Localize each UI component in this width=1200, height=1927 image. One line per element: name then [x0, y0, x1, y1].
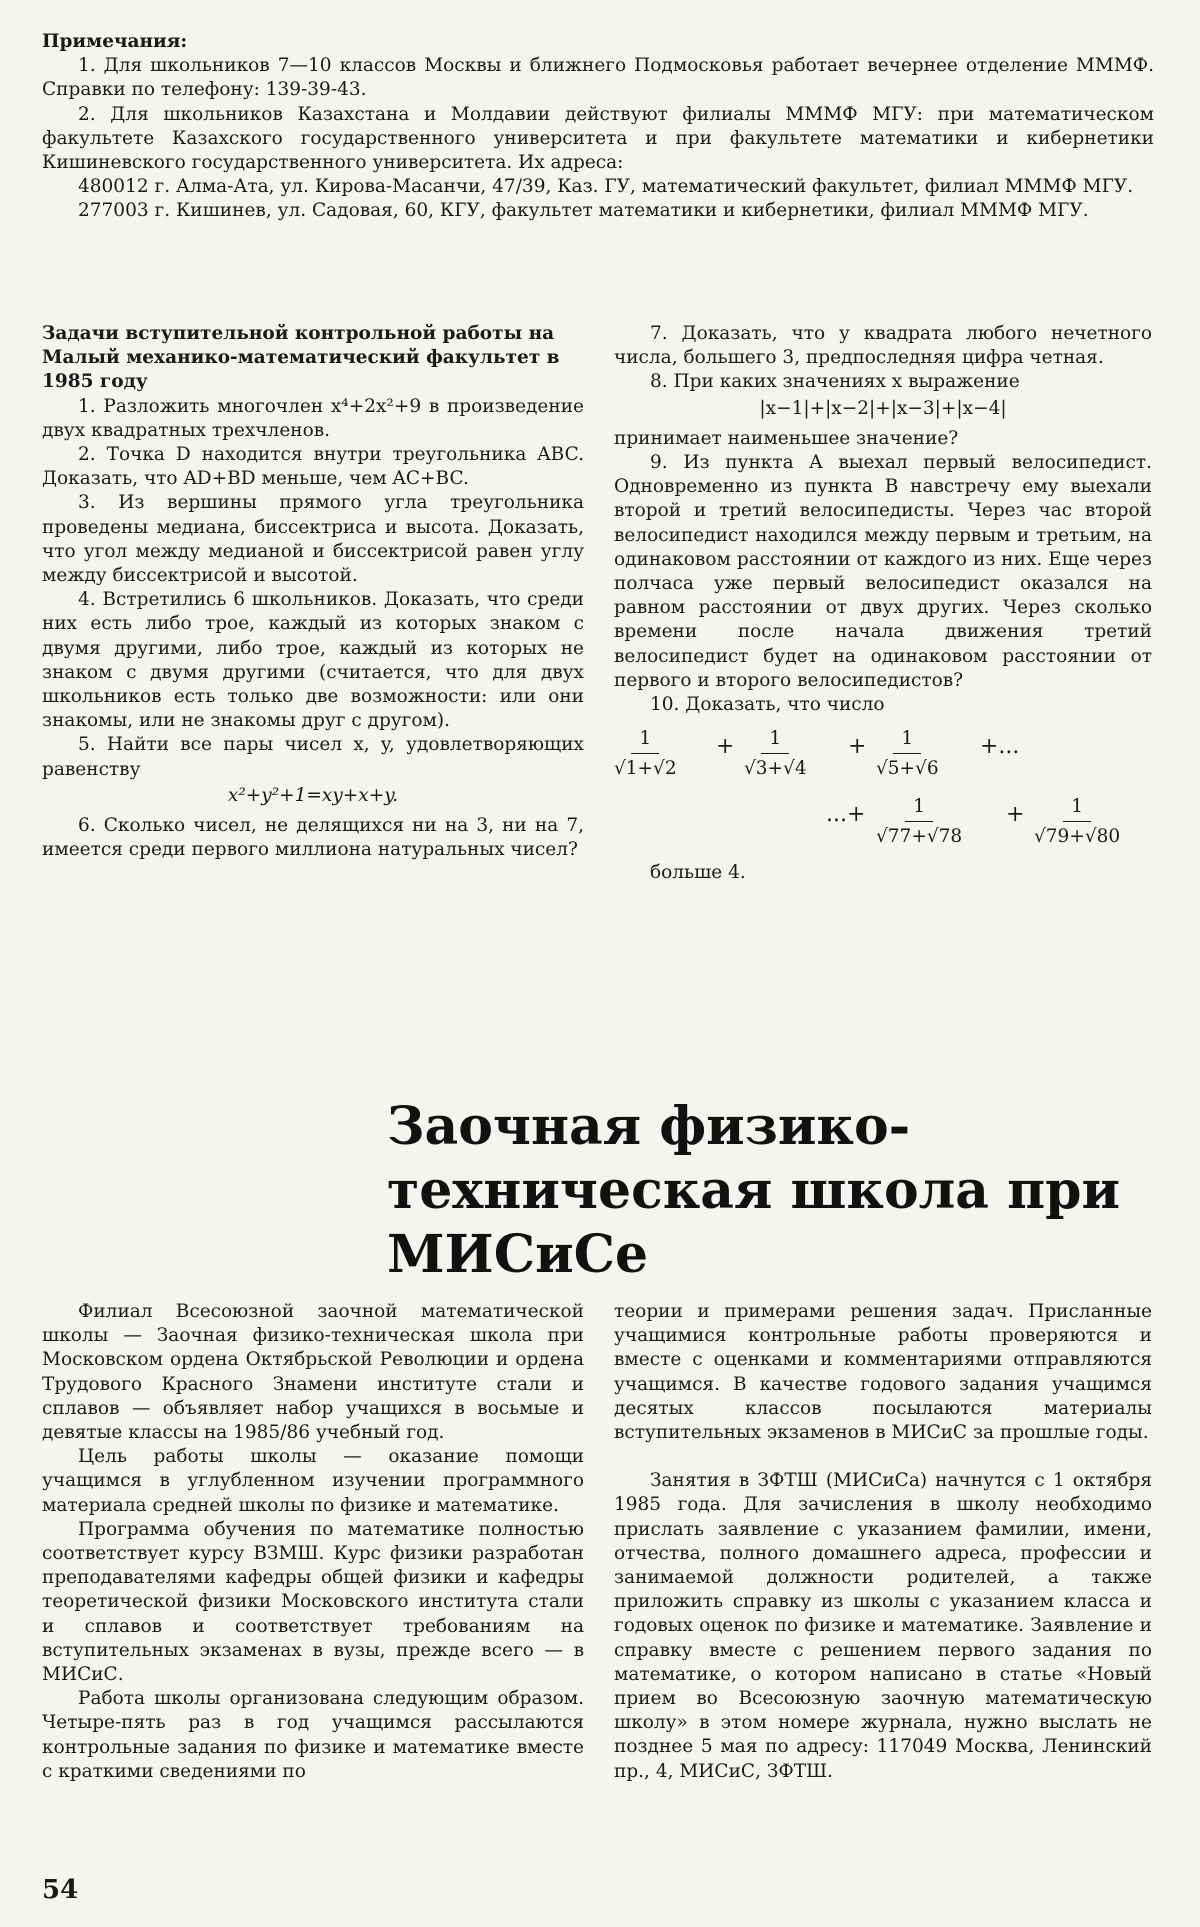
- sum-fraction: [744, 727, 807, 781]
- notes-section: [42, 30, 1154, 224]
- article-paragraph: Программа обучения по математике полностью соответствует курсу ВЗМШ. Курс физики разработан преподавателями кафедры общей физики и кафедры теоретической физики Московского института стали и сплавов и соответствует требованиям на вступительных экзаменах в вузы, прежде всего — в МИСиС.: [42, 1518, 584, 1686]
- problem-3: 3. Из вершины прямого угла треугольника проведены медиана, биссектриса и высота. Доказать, что угол между медианой и биссектрисой равен углу между биссектрисой и высотой.: [42, 492, 584, 587]
- problem-1: 1. Разложить многочлен x⁴+2x²+9 в произведение двух квадратных трехчленов.: [42, 395, 584, 441]
- fraction-numerator: 1: [761, 727, 789, 754]
- problems-right-column: [614, 322, 1152, 891]
- fraction-denominator: √79+√80: [1034, 826, 1121, 848]
- note-item: 2. Для школьников Казахстана и Молдавии действуют филиалы МММФ МГУ: при математическом факультете Казахского государственного университета и при факультете математики и кибернетики Кишиневского государственного университета. Их адреса:: [42, 103, 1154, 174]
- article-paragraph: Работа школы организована следующим образом. Четыре-пять раз в год учащимся рассылаются контрольные задания по физике и математике вместе с краткими сведениями по: [42, 1688, 584, 1782]
- article-paragraph: Цель работы школы — оказание помощи учащимся в углубленном изучении программного материала средней школы по физике и математике.: [42, 1446, 584, 1516]
- problem-4: 4. Встретились 6 школьников. Доказать, что среди них есть либо трое, каждый из которых знаком с двумя другими, либо трое, каждый из которых не знаком с двумя другими (считается, что для двух школьников есть только две возможности: или они знакомы, или не знакомы друг с другом).: [42, 589, 584, 732]
- article-left-column: [42, 1300, 584, 1784]
- fraction-numerator: 1: [893, 727, 921, 754]
- problem-10: 10. Доказать, что число: [650, 694, 885, 716]
- fraction-denominator: √3+√4: [744, 758, 807, 780]
- plus-sign: +: [848, 734, 867, 760]
- article-paragraph: теории и примерами решения задач. Присланные учащимися контрольные работы проверяются и вместе с оценками и комментариями отправляются учащимся. В качестве годового задания учащимся десятых классов посылаются материалы вступительных экзаменов в МИСиС за прошлые годы.: [614, 1301, 1152, 1444]
- problem-8: 8. При каких значениях x выражение: [650, 371, 1020, 393]
- problem-10-sum: [614, 721, 1152, 891]
- problem-8-after: принимает наименьшее значение?: [614, 427, 959, 449]
- ellipsis-plus: +...: [980, 734, 1020, 760]
- plus-sign: +: [1006, 802, 1025, 828]
- problem-5: 5. Найти все пары чисел x, y, удовлетворяющих равенству: [42, 734, 584, 780]
- plus-sign: +: [716, 734, 735, 760]
- note-item: 277003 г. Кишинев, ул. Садовая, 60, КГУ, факультет математики и кибернетики, филиал МММФ МГУ.: [78, 200, 1089, 222]
- article-title: Заочная физико-техническая школа при МИСиСе: [387, 1096, 1121, 1285]
- article-paragraph: Занятия в ЗФТШ (МИСиСа) начнутся с 1 октября 1985 года. Для зачисления в школу необходимо прислать заявление с указанием фамилии, имени, отчества, полного домашнего адреса, профессии и занимаемой должности родителей, а также приложить справку из школы с указанием класса и годовых оценок по физике и математике. Заявление и справку вместе с решением первого задания по математике, о котором написано в статье «Новый прием во Всесоюзную заочную математическую школу» в этом номере журнала, нужно выслать не позднее 5 мая по адресу: 117049 Москва, Ленинский пр., 4, МИСиС, ЗФТШ.: [614, 1470, 1152, 1782]
- problem-8-formula: |x−1|+|x−2|+|x−3|+|x−4|: [759, 397, 1007, 419]
- fraction-numerator: 1: [1063, 795, 1091, 822]
- ellipsis-plus: ...+: [826, 802, 866, 828]
- problem-7: 7. Доказать, что у квадрата любого нечетного числа, большего 3, предпоследняя цифра четная.: [614, 323, 1152, 369]
- notes-heading: Примечания:: [42, 31, 188, 52]
- page-number: 54: [42, 1875, 79, 1905]
- fraction-denominator: √77+√78: [876, 826, 963, 848]
- fraction-denominator: √1+√2: [614, 758, 677, 780]
- note-item: 1. Для школьников 7—10 классов Москвы и ближнего Подмосковья работает вечернее отделение МММФ. Справки по телефону: 139-39-43.: [42, 55, 1154, 101]
- problems-heading: Задачи вступительной контрольной работы на Малый механико-математический факультет в 1985 году: [42, 323, 560, 393]
- sum-fraction: [876, 727, 939, 781]
- problem-9: 9. Из пункта A выехал первый велосипедист. Одновременно из пункта B навстречу ему выехали второй и третий велосипедисты. Через час второй велосипедист находился между первым и третьим, на одинаковом расстоянии от каждого из них. Еще через полчаса уже первый велосипедист оказался на равном расстоянии от двух других. Через сколько времени после начала движения третий велосипедист будет на одинаковом расстоянии от первого и второго велосипедистов?: [614, 452, 1152, 691]
- fraction-numerator: 1: [905, 795, 933, 822]
- problem-6: 6. Сколько чисел, не делящихся ни на 3, ни на 7, имеется среди первого миллиона натуральных чисел?: [42, 815, 584, 861]
- problem-2: 2. Точка D находится внутри треугольника ABC. Доказать, что AD+BD меньше, чем AC+BC.: [42, 444, 584, 490]
- note-item: 480012 г. Алма-Ата, ул. Кирова-Масанчи, 47/39, Каз. ГУ, математический факультет, филиал МММФ МГУ.: [78, 176, 1134, 198]
- fraction-denominator: √5+√6: [876, 758, 939, 780]
- problems-left-column: [42, 322, 584, 862]
- sum-fraction: [614, 727, 677, 781]
- article-right-column: [614, 1300, 1152, 1784]
- sum-fraction: [876, 795, 962, 849]
- article-paragraph: Филиал Всесоюзной заочной математической школы — Заочная физико-техническая школа при Московском ордена Октябрьской Революции и ордена Трудового Красного Знамени институте стали и сплавов — объявляет набор учащихся в восьмые и девятые классы на 1985/86 учебный год.: [42, 1301, 584, 1444]
- fraction-numerator: 1: [631, 727, 659, 754]
- sum-fraction: [1034, 795, 1120, 849]
- problem-5-formula: x²+y²+1=xy+x+y.: [227, 784, 399, 806]
- problem-10-after: больше 4.: [650, 862, 746, 884]
